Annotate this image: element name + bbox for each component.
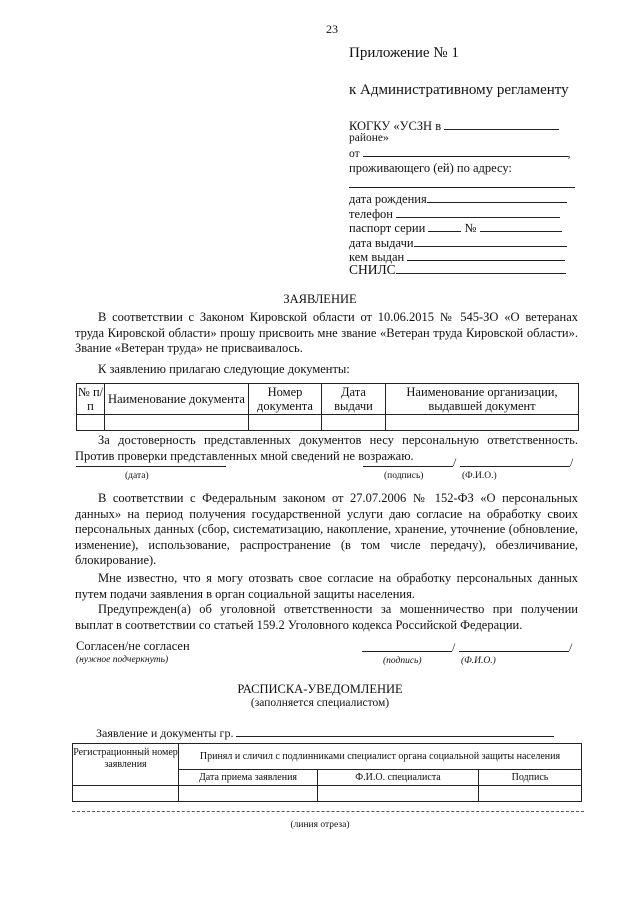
issue-date-line[interactable]: [414, 235, 567, 247]
appendix-title: Приложение № 1: [349, 45, 459, 61]
passport-number-line[interactable]: [480, 220, 562, 232]
page-number: 23: [326, 22, 338, 36]
passport-number-label: №: [464, 221, 477, 235]
passport-field[interactable]: [349, 220, 562, 236]
cut-line-caption: (линия отреза): [290, 820, 350, 830]
col-doc-number: Номер документа: [249, 384, 322, 415]
regulation-reference: к Административному регламенту: [349, 82, 569, 98]
cell-specialist-fio[interactable]: [318, 786, 479, 802]
signature-caption-1: (подпись): [384, 471, 424, 481]
agree-hint: (нужное подчеркнуть): [76, 655, 169, 665]
cell-signature[interactable]: [479, 786, 582, 802]
snils-label: СНИЛС: [349, 262, 396, 277]
from-label: от: [349, 148, 360, 160]
table-row: [77, 415, 579, 431]
issue-date-label: дата выдачи: [349, 236, 414, 250]
signature-line-2[interactable]: [362, 651, 452, 652]
from-line[interactable]: [363, 145, 568, 157]
date-signature-line[interactable]: [76, 466, 226, 467]
from-field[interactable]: от ,: [349, 145, 570, 160]
warning-paragraph: Предупрежден(а) об уголовной ответственности за мошенничество при получении выплат в соответствии со статьей 159.2 Уголовного кодекса Российской Федерации.: [75, 602, 578, 632]
accepted-header: Принял и сличил с подлинниками специалист органа социальной защиты населения: [179, 744, 582, 770]
cell-accept-date[interactable]: [179, 786, 318, 802]
cell-issue-date[interactable]: [322, 415, 386, 431]
birth-date-label: дата рождения: [349, 192, 427, 206]
org-suffix: районе»: [349, 132, 389, 144]
fio-caption-1: (Ф.И.О.): [462, 471, 497, 481]
docs-from-label: Заявление и документы гр.: [96, 726, 234, 740]
cell-doc-name[interactable]: [105, 415, 249, 431]
table-row: [73, 786, 582, 802]
cut-line: [72, 811, 584, 812]
revoke-paragraph: Мне известно, что я могу отозвать свое согласие на обработку персональных данных путем подачи заявления в орган социальной защиты населения.: [75, 571, 578, 601]
col-issue-date: Дата выдачи: [322, 384, 386, 415]
issued-by-label: кем выдан: [349, 250, 405, 264]
receipt-table: [72, 743, 582, 802]
date-caption: (дата): [125, 471, 149, 481]
signature-line-1[interactable]: [363, 466, 453, 467]
snils-line[interactable]: [396, 262, 566, 274]
cell-issuer[interactable]: [386, 415, 579, 431]
passport-label: паспорт серии: [349, 221, 426, 235]
residing-label: проживающего (ей) по адресу:: [349, 161, 512, 175]
birth-date-field[interactable]: [349, 191, 567, 207]
reg-number-header: Регистрационный номер заявления: [73, 744, 179, 786]
phone-label: телефон: [349, 207, 393, 221]
signature-header: Подпись: [479, 770, 582, 786]
district-line[interactable]: [444, 118, 559, 130]
documents-table: [76, 383, 579, 431]
receipt-title: РАСПИСКА-УВЕДОМЛЕНИЕ: [237, 682, 403, 696]
org-prefix: КОГКУ «УСЗН в: [349, 119, 442, 133]
statement-title: ЗАЯВЛЕНИЕ: [283, 292, 357, 306]
passport-series-line[interactable]: [428, 220, 461, 232]
receipt-subtitle: (заполняется специалистом): [250, 697, 390, 709]
phone-line[interactable]: [396, 206, 560, 218]
agree-option[interactable]: Согласен/не согласен: [76, 639, 190, 653]
cell-reg-number[interactable]: [73, 786, 179, 802]
accept-date-header: Дата приема заявления: [179, 770, 318, 786]
fio-caption-2: (Ф.И.О.): [461, 656, 496, 666]
statement-paragraph: В соответствии с Законом Кировской области от 10.06.2015 № 545-ЗО «О ветеранах труда Кировской области» прошу присвоить мне звание «Ветеран труда Кировской области». Звание «Ветеран труда» не присваивалось.: [75, 310, 578, 355]
cell-doc-number[interactable]: [249, 415, 322, 431]
col-number: № п/п: [77, 385, 104, 413]
address-field[interactable]: [349, 176, 575, 192]
responsibility-paragraph: За достоверность представленных документов несу персональную ответственность. Против проверки представленных мной сведений не возражаю.: [75, 433, 578, 463]
cell-number[interactable]: [77, 415, 105, 431]
attachments-intro: К заявлению прилагаю следующие документы:: [98, 362, 350, 376]
col-doc-name: Наименование документа: [105, 384, 249, 415]
snils-field[interactable]: [349, 262, 566, 278]
signature-caption-2: (подпись): [383, 656, 422, 666]
issued-by-line[interactable]: [407, 249, 565, 261]
birth-date-line[interactable]: [427, 191, 567, 203]
specialist-fio-header: Ф.И.О. специалиста: [318, 770, 479, 786]
citizen-name-line[interactable]: [236, 725, 554, 737]
docs-from-field[interactable]: [96, 725, 554, 741]
fio-line-1[interactable]: [460, 466, 570, 467]
address-line[interactable]: [349, 176, 575, 188]
consent-paragraph: В соответствии с Федеральным законом от 27.07.2006 № 152-ФЗ «О персональных данных» на период получения государственной услуги даю согласие на обработку своих персональных данных (сбор, систематизацию, накопление, хранение, уточнение (обновление, изменение), использование, распространение (в том числе передачу), обезличивание, блокирование).: [75, 491, 578, 567]
fio-line-2[interactable]: [459, 651, 569, 652]
col-issuer: Наименование организации, выдавшей документ: [386, 384, 579, 415]
